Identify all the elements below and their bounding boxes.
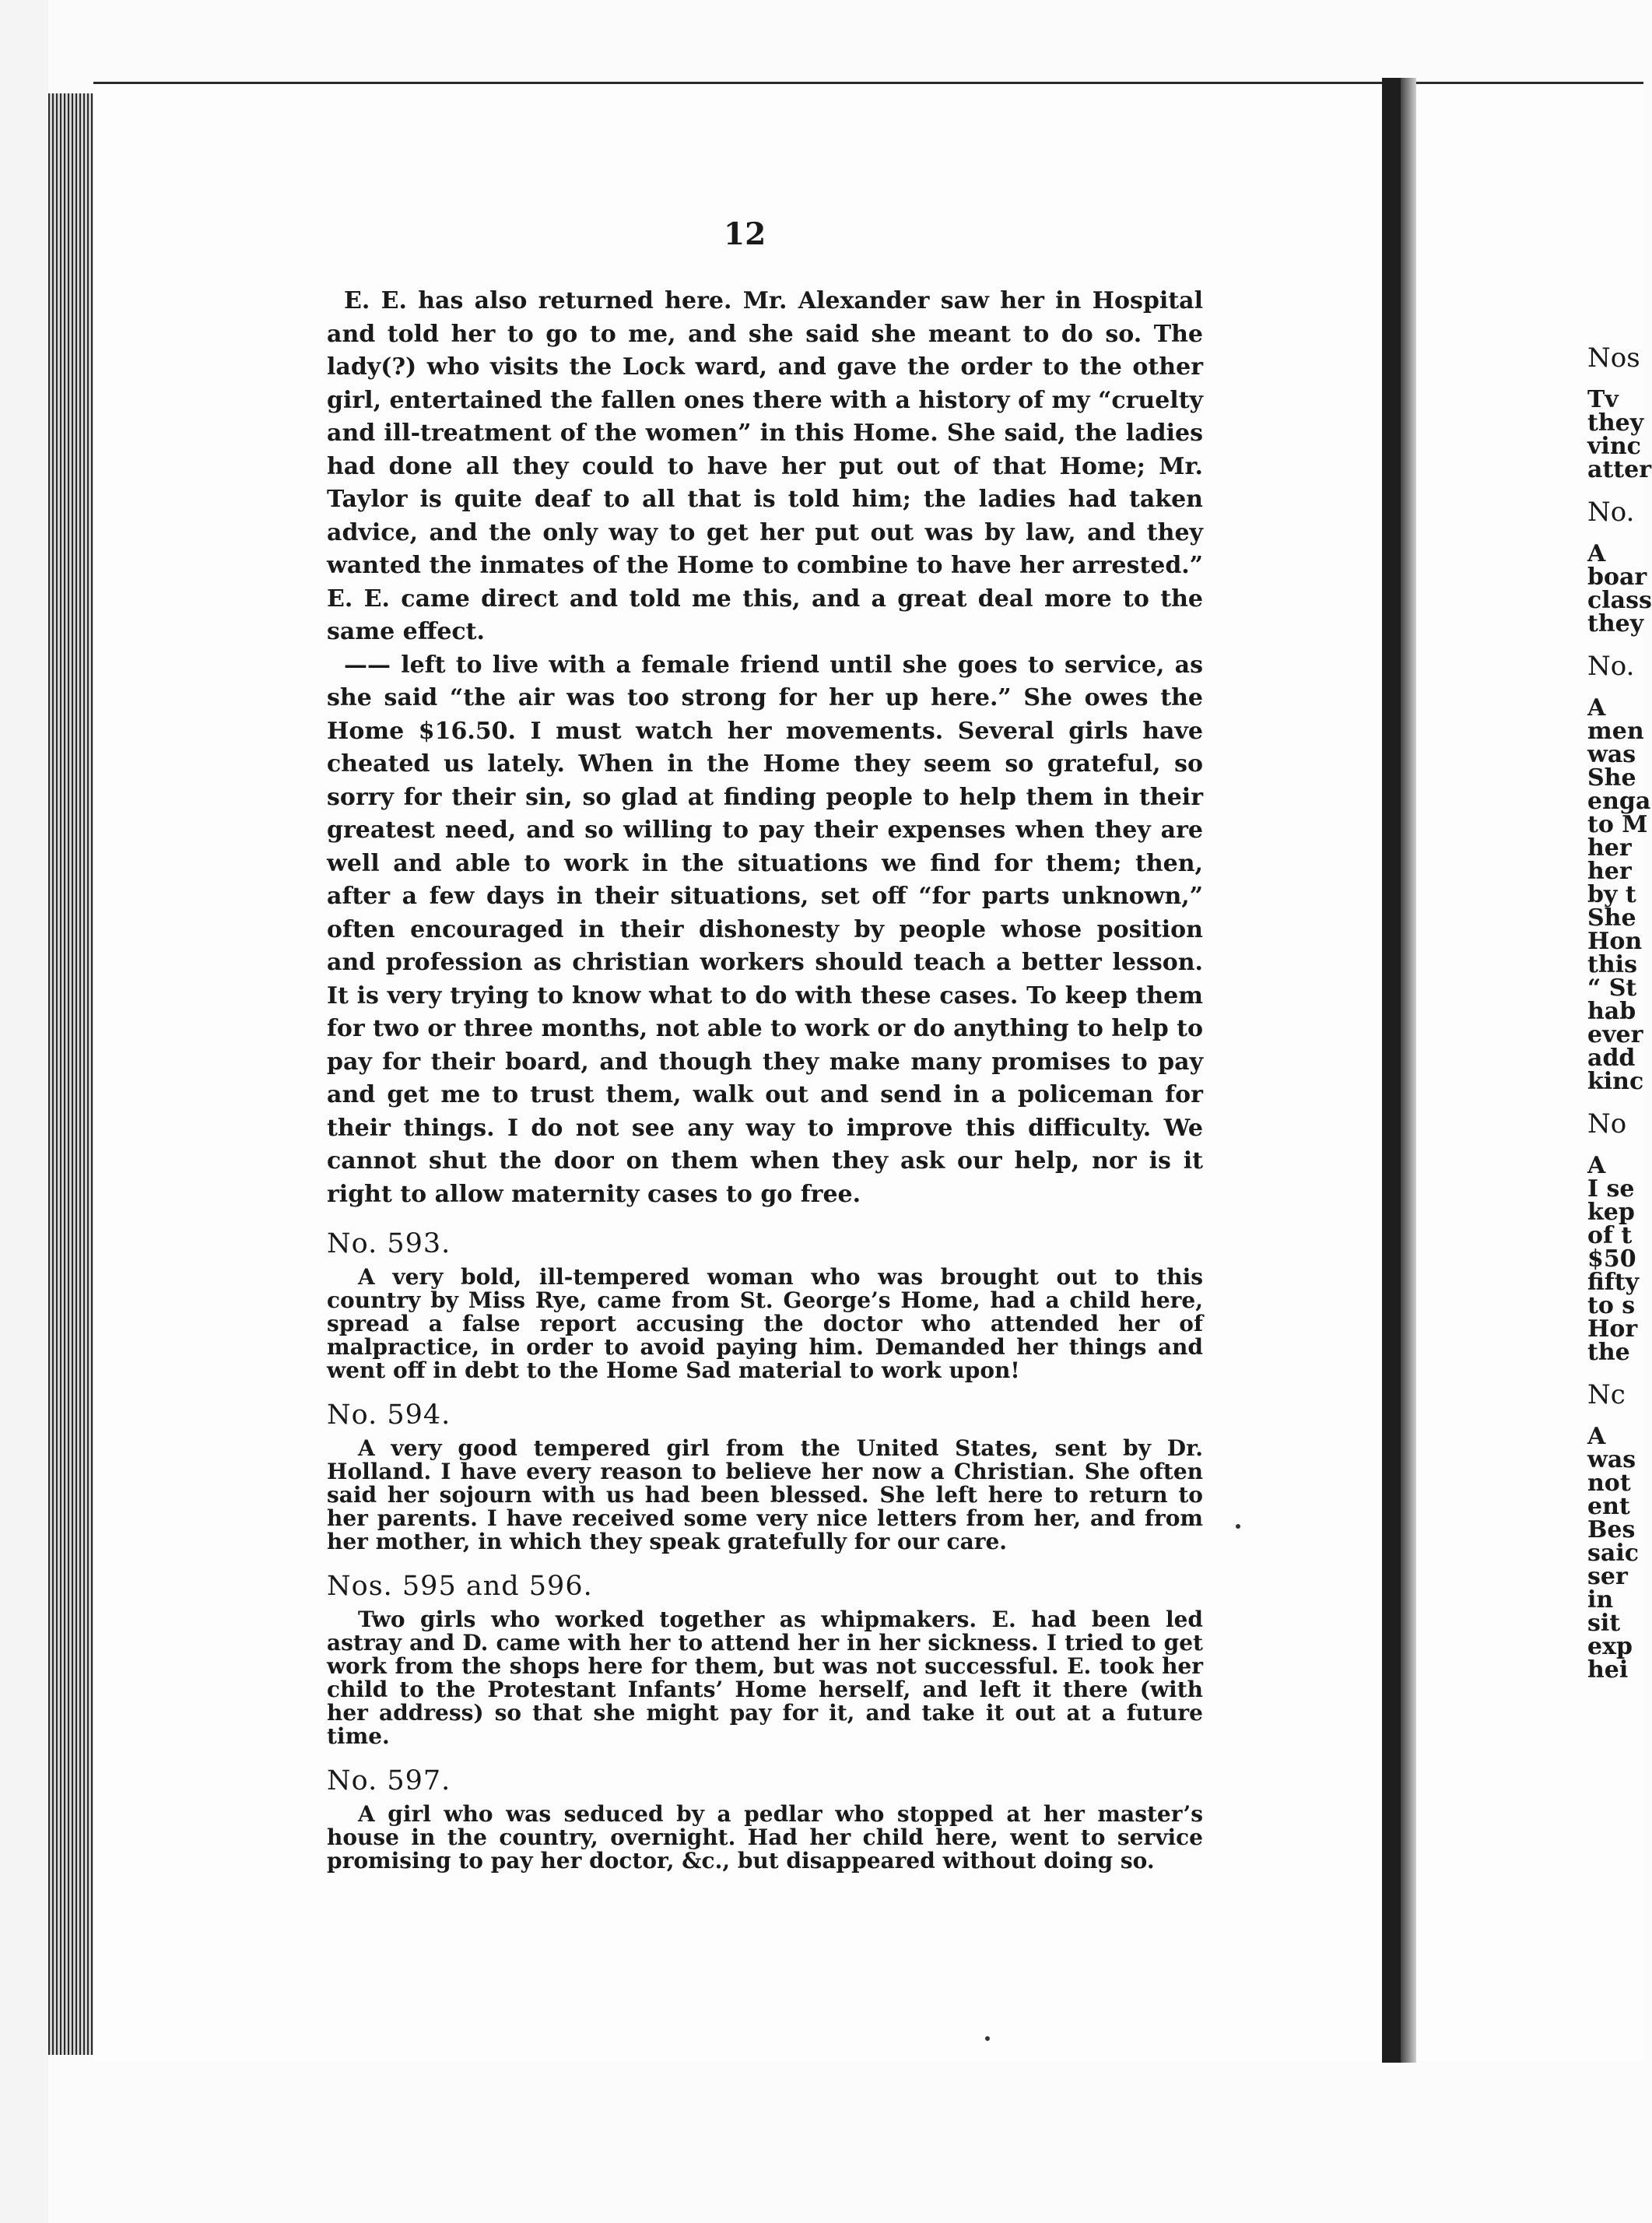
next-page-line: A (1587, 540, 1606, 567)
next-page-line: A (1587, 1423, 1606, 1450)
case-entry (327, 1765, 1203, 1873)
next-page-line: atter (1587, 456, 1652, 483)
next-page-line: class (1587, 587, 1652, 614)
next-page-line: men (1587, 718, 1644, 745)
next-page-heading: No. (1587, 651, 1635, 682)
next-page-line: Hon (1587, 928, 1643, 955)
next-page-line: I se (1587, 1175, 1635, 1203)
next-page-heading: No. (1587, 497, 1635, 528)
page-number: 12 (724, 216, 766, 252)
next-page-line: ever (1587, 1021, 1643, 1048)
next-page-line: enga (1587, 788, 1651, 815)
next-page-heading: Nc (1587, 1379, 1626, 1410)
next-page-line: fifty (1587, 1269, 1640, 1296)
page-edges (48, 93, 93, 2055)
next-page-line: saic (1587, 1540, 1639, 1567)
case-text: A very good tempered girl from the United States, sent by Dr. Holland. I have every reason to believe her now a Christian. She often said her sojourn with us had been blessed. She left here to return to her parents. I have received some very nice letters from her, and from her mother, in which they speak gratefully for our care. (327, 1435, 1203, 1554)
next-page-line: “ St (1587, 975, 1637, 1002)
case-text: A very bold, ill-tempered woman who was brought out to this country by Miss Rye, came from St. George’s Home, had a child here, spread a false report accusing the doctor who attended her of malpractice, in order to avoid paying him. Demanded her things and went off in debt to the Home Sad material to work upon! (327, 1264, 1203, 1383)
case-entry (327, 1571, 1203, 1748)
next-page-line: her (1587, 834, 1632, 862)
next-page-line: they (1587, 610, 1644, 637)
next-page-line: $50 (1587, 1245, 1636, 1273)
next-page-line: not (1587, 1470, 1631, 1497)
page-body (327, 285, 1203, 1879)
paragraph: —— left to live with a female friend until she goes to service, as she said “the air was too strong for her up here.” She owes the Home $16.50. I must watch her movements. Several girls have cheated us lately. When in the Home they seem so grateful, so sorry for their sin, so glad at finding people to help them in their greatest need, and so willing to pay their expenses when they are well and able to work in the situations we find for them; then, after a few days in their situations, set off “for parts unknown,” often encouraged in their dishonesty by people whose position and profession as christian workers should teach a better lesson. It is very trying to know what to do with these cases. To keep them for two or three months, not able to work or do anything to help to pay for their board, and though they make many promises to pay and get me to trust them, walk out and send in a policeman for their things. I do not see any way to improve this difficulty. We cannot shut the door on them when they ask our help, nor is it right to allow maternity cases to go free. (327, 651, 1203, 1208)
next-page-line: kinc (1587, 1068, 1644, 1095)
next-page-line: hei (1587, 1656, 1629, 1684)
gutter-shadow (1401, 78, 1416, 2063)
next-page-line: A (1587, 1152, 1606, 1179)
next-page-line: of t (1587, 1222, 1633, 1249)
next-page-line: Tv (1587, 386, 1619, 413)
case-heading: No. 597. (327, 1765, 451, 1796)
next-page-heading: Nos (1587, 342, 1640, 374)
next-page-line: was (1587, 1446, 1636, 1473)
case-heading: No. 593. (327, 1228, 451, 1259)
case-text: A girl who was seduced by a pedlar who stopped at her master’s house in the country, overnight. Had her child here, went to service promising to pay her doctor, &c., but disappeared without doing so. (327, 1801, 1203, 1874)
next-page-line: exp (1587, 1633, 1633, 1660)
next-page-line: She (1587, 764, 1636, 792)
next-page-line: add (1587, 1045, 1636, 1072)
next-page-line: She (1587, 904, 1636, 932)
next-page-line: hab (1587, 998, 1636, 1025)
next-page-line: was (1587, 741, 1636, 768)
next-page-line: by t (1587, 881, 1636, 908)
next-page-line: sit (1587, 1610, 1621, 1637)
case-entry (327, 1228, 1203, 1382)
case-text: Two girls who worked together as whipmakers. E. had been led astray and D. came with her to attend her in her sickness. I tried to get work from the shops here for them, but was not successful. E. took her child to the Protestant Infants’ Home herself, and left it there (with her address) so that she might pay for it, and take it out at a future time. (327, 1607, 1203, 1749)
next-page-line: ser (1587, 1563, 1628, 1590)
paragraph: E. E. has also returned here. Mr. Alexander saw her in Hospital and told her to go to me, and she said she meant to do so. The lady(?) who visits the Lock ward, and gave the order to the other girl, entertained the fallen ones there with a history of my “cruelty and ill-treatment of the women” in this Home. She said, the ladies had done all they could to have her put out of that Home; Mr. Taylor is quite deaf to all that is told him; the ladies had taken advice, and the only way to get her put out was by law, and they wanted the inmates of the Home to combine to have her arrested.” E. E. came direct and told me this, and a great deal more to the same effect. (327, 287, 1203, 645)
next-page-line: in (1587, 1586, 1614, 1614)
next-page-line: kep (1587, 1199, 1635, 1226)
next-page-line: Bes (1587, 1516, 1636, 1543)
next-page-line: Hor (1587, 1315, 1638, 1343)
next-page-heading: No (1587, 1108, 1627, 1140)
next-page-line: this (1587, 951, 1637, 978)
next-page-line: boar (1587, 564, 1647, 591)
next-page-line: to M (1587, 811, 1648, 838)
case-heading: Nos. 595 and 596. (327, 1571, 593, 1602)
case-entry (327, 1399, 1203, 1554)
next-page-line: ent (1587, 1493, 1630, 1520)
ink-speck (1236, 1524, 1240, 1529)
book-gutter (1382, 78, 1401, 2063)
next-page-line: her (1587, 858, 1632, 885)
next-page-line: to s (1587, 1292, 1636, 1319)
next-page-line: they (1587, 409, 1644, 437)
next-page-line: the (1587, 1339, 1630, 1366)
next-page-line: A (1587, 694, 1606, 722)
ink-speck (985, 2036, 990, 2041)
scanner-margin (0, 0, 48, 2223)
next-page-line: vinc (1587, 433, 1641, 460)
case-heading: No. 594. (327, 1399, 451, 1431)
